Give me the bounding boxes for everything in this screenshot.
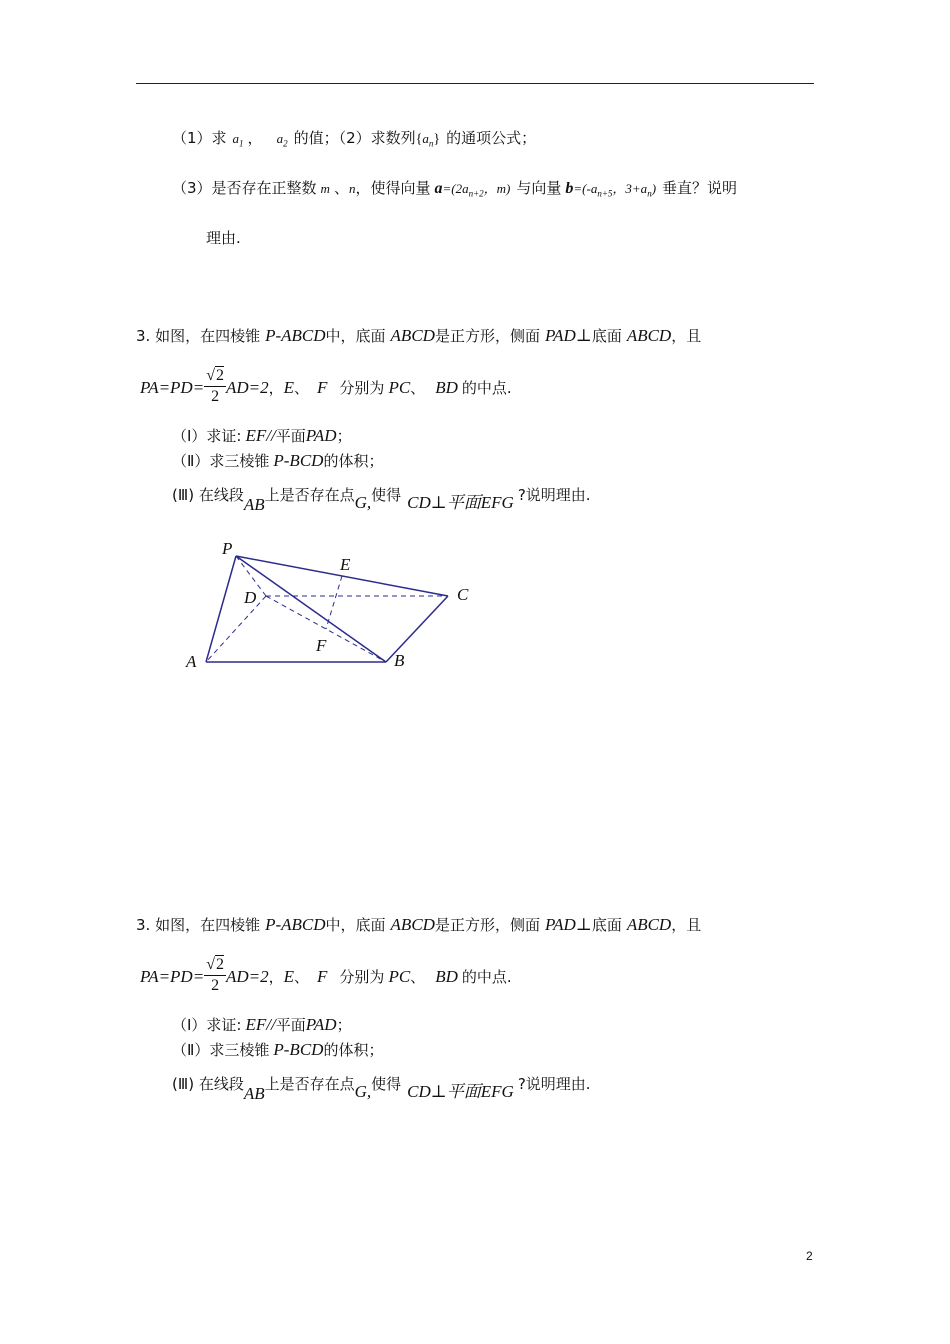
p3b-part1	[172, 1015, 352, 1035]
p3b-i-pad: PAD	[305, 1015, 337, 1034]
p3b-side: PAD	[544, 915, 576, 934]
p3a-stem-end: ，且	[671, 327, 702, 345]
p3a-i-plane: 平面	[275, 427, 306, 445]
p3b-eq-right: AD=2	[225, 967, 269, 986]
p3b-comma: ，	[268, 968, 284, 986]
label-b: B	[394, 651, 405, 670]
p3a-iii-g: G,	[354, 493, 372, 512]
p3a-iii-label: (Ⅲ) 在线段	[172, 486, 244, 504]
p3b-ii-end: 的体积；	[323, 1041, 384, 1059]
p3b-i-label: （Ⅰ）求证:	[172, 1016, 242, 1034]
p3b-part2	[172, 1040, 383, 1060]
p3a-base: ABCD	[390, 326, 435, 345]
p3a-stem-mid1: 中，底面	[325, 327, 386, 345]
p3a-i-label: （Ⅰ）求证:	[172, 427, 242, 445]
label-f: F	[316, 636, 327, 655]
p3b-split: 分别为	[339, 968, 385, 986]
p3b-stem-line	[136, 915, 701, 935]
p3b-iii-mid: 上是否存在点	[264, 1075, 355, 1093]
prev-q3-line2: 理由.	[206, 229, 241, 247]
p3a-fraction: $\frac{√2}{2}$	[206, 367, 224, 405]
q3-dun: 、	[333, 179, 349, 197]
p3a-i-expr: EF//	[245, 426, 276, 445]
label-p: P	[222, 539, 233, 558]
p3b-midpoints: 的中点.	[461, 968, 512, 986]
p3a-split: 分别为	[339, 379, 385, 397]
p3a-iii-make: 使得	[371, 486, 402, 504]
q3-with: 与向量	[516, 179, 562, 197]
p3a-e: E	[283, 378, 295, 397]
p3b-fraction: $\frac{√2}{2}$	[206, 956, 224, 994]
p3a-part3	[172, 478, 591, 512]
p3b-base2: ABCD	[626, 915, 672, 934]
p3a-i-pad: PAD	[305, 426, 337, 445]
p3b-e: E	[283, 967, 295, 986]
q1-end: 的通项公式；	[446, 129, 537, 147]
vector-b-expr: $=(-a_{n+5}$，$3+a_n$)	[573, 181, 657, 199]
p3a-iii-expr: CD⊥平面EFG	[407, 493, 514, 512]
p3a-iii-mid: 上是否存在点	[264, 486, 355, 504]
p3a-i-end: ；	[336, 427, 352, 445]
p3b-bd: BD	[435, 967, 458, 986]
prev-q3-line	[172, 178, 737, 204]
p3a-eq-left: PA=PD=	[140, 378, 205, 397]
p3b-f: F	[317, 967, 328, 986]
label-c: C	[457, 585, 469, 604]
p3a-side: PAD	[544, 326, 576, 345]
p3a-ii-expr: P-BCD	[273, 451, 324, 470]
p3b-iii-make: 使得	[371, 1075, 402, 1093]
prev-q1-line: （1）求 $a_1$ ， $a_2$ 的值；（2）求数列$\{a_n\}$ 的通项公式；	[172, 129, 537, 149]
p3b-i-plane: 平面	[275, 1016, 306, 1034]
p3a-iii-ab: AB	[243, 495, 265, 514]
p3b-dun: 、	[294, 968, 310, 986]
p3b-base: ABCD	[390, 915, 435, 934]
p3b-stem-start: 3. 如图，在四棱锥	[136, 916, 261, 934]
vector-a: a	[434, 180, 443, 197]
edge-pb	[236, 556, 386, 662]
p3a-eq-line	[140, 366, 512, 410]
p3a-stem-start: 3. 如图，在四棱锥	[136, 327, 261, 345]
p3b-dun2: 、	[410, 968, 426, 986]
label-e: E	[340, 555, 351, 574]
p3a-bd: BD	[435, 378, 458, 397]
p3a-eq-right: AD=2	[225, 378, 269, 397]
page-number: 2	[806, 1249, 813, 1263]
segment-ef	[326, 576, 342, 629]
q1-sep: ，	[247, 129, 263, 147]
p3b-i-expr: EF//	[245, 1015, 276, 1034]
p3b-iii-g: G,	[354, 1082, 372, 1101]
p3b-eq-line	[140, 955, 512, 999]
vector-a-expr: $=(2a_{n+2}$，m)	[442, 181, 511, 199]
p3a-ii-end: 的体积；	[323, 452, 384, 470]
p3b-i-end: ；	[336, 1016, 352, 1034]
p3a-dun2: 、	[410, 379, 426, 397]
p3a-pc: PC	[388, 378, 411, 397]
p3a-base2: ABCD	[626, 326, 672, 345]
p3b-perp: ⊥	[575, 915, 592, 934]
p3b-stem-mid3: 底面	[591, 916, 622, 934]
label-d: D	[244, 588, 257, 607]
a1-symbol: $a_1$	[232, 131, 244, 149]
p3b-ii-label: （Ⅱ）求三棱锥	[172, 1041, 270, 1059]
pyramid-figure	[170, 530, 490, 680]
q3-tail: 垂直？说明	[662, 179, 738, 197]
p3b-pyramid: P-ABCD	[265, 915, 326, 934]
p3a-stem-line	[136, 326, 701, 346]
label-a: A	[186, 652, 197, 671]
p3a-pyramid: P-ABCD	[265, 326, 326, 345]
p3a-f: F	[317, 378, 328, 397]
header-rule	[136, 83, 814, 84]
p3a-stem-mid3: 底面	[591, 327, 622, 345]
p3b-ii-expr: P-BCD	[273, 1040, 324, 1059]
q1-label: （1）求	[172, 129, 227, 147]
p3b-part3	[172, 1067, 591, 1101]
q3-mid: ，使得向量	[355, 179, 431, 197]
n-symbol: n	[348, 181, 356, 196]
p3b-iii-end: ?说明理由.	[517, 1075, 591, 1093]
vector-b: b	[565, 180, 574, 197]
p3a-perp: ⊥	[575, 326, 592, 345]
p3b-stem-mid2: 是正方形，侧面	[434, 916, 540, 934]
p3b-stem-mid1: 中，底面	[325, 916, 386, 934]
p3a-comma: ，	[268, 379, 284, 397]
p3b-iii-label: (Ⅲ) 在线段	[172, 1075, 244, 1093]
p3b-iii-ab: AB	[243, 1084, 265, 1103]
p3a-stem-mid2: 是正方形，侧面	[434, 327, 540, 345]
p3b-stem-end: ，且	[671, 916, 702, 934]
p3a-dun: 、	[294, 379, 310, 397]
p3b-pc: PC	[388, 967, 411, 986]
p3a-iii-end: ?说明理由.	[517, 486, 591, 504]
p3b-eq-left: PA=PD=	[140, 967, 205, 986]
p3a-midpoints: 的中点.	[461, 379, 512, 397]
p3b-iii-expr: CD⊥平面EFG	[407, 1082, 514, 1101]
an-symbol: $a_n$	[422, 131, 434, 149]
m-symbol: m	[320, 181, 330, 196]
q1-tail: 的值；（2）求数列	[293, 129, 416, 147]
a2-symbol: $a_2$	[276, 131, 288, 149]
p3a-part2	[172, 451, 383, 471]
p3a-ii-label: （Ⅱ）求三棱锥	[172, 452, 270, 470]
q3-label: （3）是否存在正整数	[172, 179, 317, 197]
p3a-part1	[172, 426, 352, 446]
